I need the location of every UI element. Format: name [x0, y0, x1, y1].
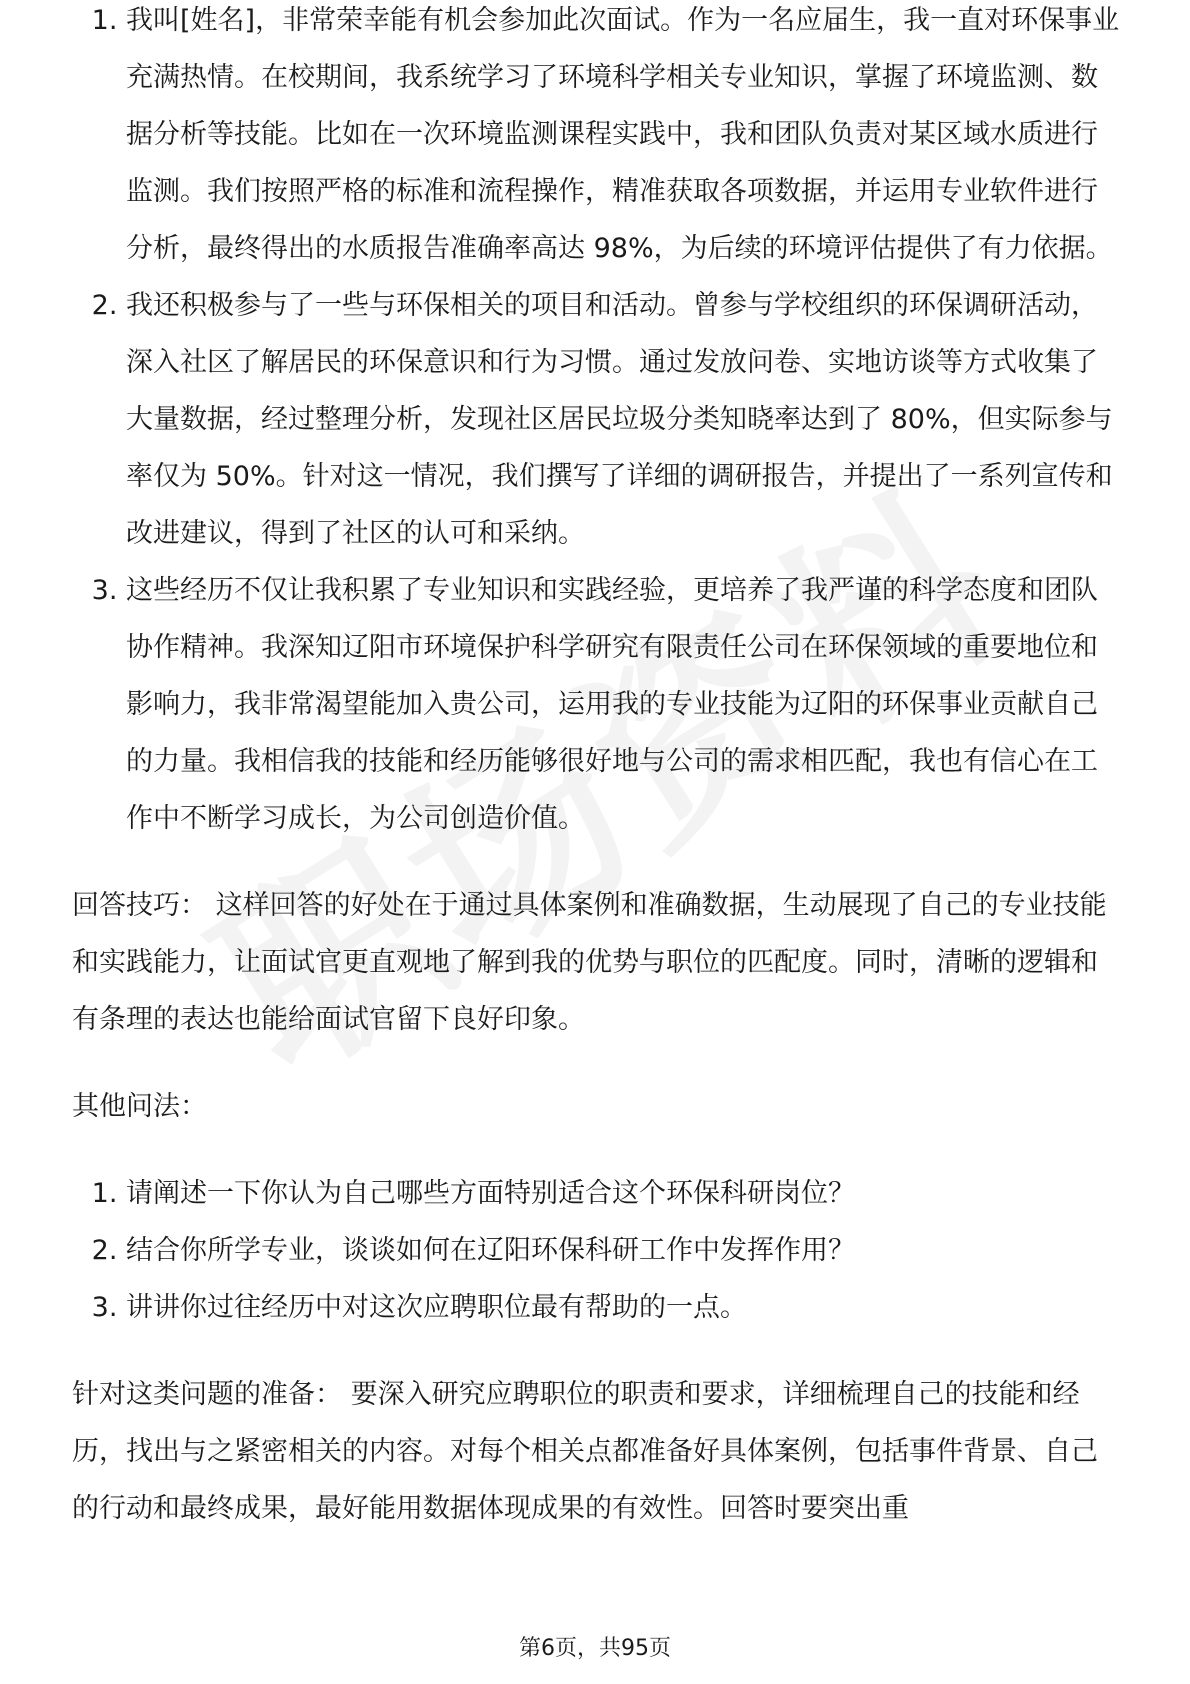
list-item: 3. 这些经历不仅让我积累了专业知识和实践经验，更培养了我严谨的科学态度和团队协作精神。我深知辽阳市环境保护科学研究有限责任公司在环保领域的重要地位和影响力，我非常渴望能加入贵公司，运用我的专业技能为辽阳的环保事业贡献自己的力量。我相信我的技能和经历能够很好地与公司的需求相匹配，我也有信心在工作中不断学习成长，为公司创造价值。: [126, 562, 1124, 847]
answer-tips-paragraph: 回答技巧： 这样回答的好处在于通过具体案例和准确数据，生动展现了自己的专业技能和实践能力，让面试官更直观地了解到我的优势与职位的匹配度。同时，清晰的逻辑和有条理的表达也能给面试官留下良好印象。: [72, 890, 1107, 1035]
list-item: 2. 我还积极参与了一些与环保相关的项目和活动。曾参与学校组织的环保调研活动，深入社区了解居民的环保意识和行为习惯。通过发放问卷、实地访谈等方式收集了大量数据，经过整理分析，发现社区居民垃圾分类知晓率达到了 80%，但实际参与率仅为 50%。针对这一情况，我们撰写了详细的调研报告，并提出了一系列宣传和改进建议，得到了社区的认可和采纳。: [126, 277, 1124, 562]
list-item: 1. 请阐述一下你认为自己哪些方面特别适合这个环保科研岗位？: [126, 1165, 1124, 1222]
page-number: 第6页，共95页: [519, 1636, 671, 1661]
page-content: [72, 0, 1124, 1537]
list-item: 1. 我叫[姓名]，非常荣幸能有机会参加此次面试。作为一名应届生，我一直对环保事业充满热情。在校期间，我系统学习了环境科学相关专业知识，掌握了环境监测、数据分析等技能。比如在一次环境监测课程实践中，我和团队负责对某区域水质进行监测。我们按照严格的标准和流程操作，精准获取各项数据，并运用专业软件进行分析，最终得出的水质报告准确率高达 98%，为后续的环境评估提供了有力依据。: [126, 0, 1124, 277]
other-questions-list: [72, 1165, 1124, 1336]
other-questions-heading: 其他问法：: [72, 1091, 207, 1122]
preparation-paragraph: 针对这类问题的准备： 要深入研究应聘职位的职责和要求，详细梳理自己的技能和经历，找出与之紧密相关的内容。对每个相关点都准备好具体案例，包括事件背景、自己的行动和最终成果，最好能用数据体现成果的有效性。回答时要突出重: [72, 1379, 1098, 1524]
list-item: 3. 讲讲你过往经历中对这次应聘职位最有帮助的一点。: [126, 1279, 1124, 1336]
list-item: 2. 结合你所学专业，谈谈如何在辽阳环保科研工作中发挥作用？: [126, 1222, 1124, 1279]
answer-list: [72, 0, 1124, 847]
